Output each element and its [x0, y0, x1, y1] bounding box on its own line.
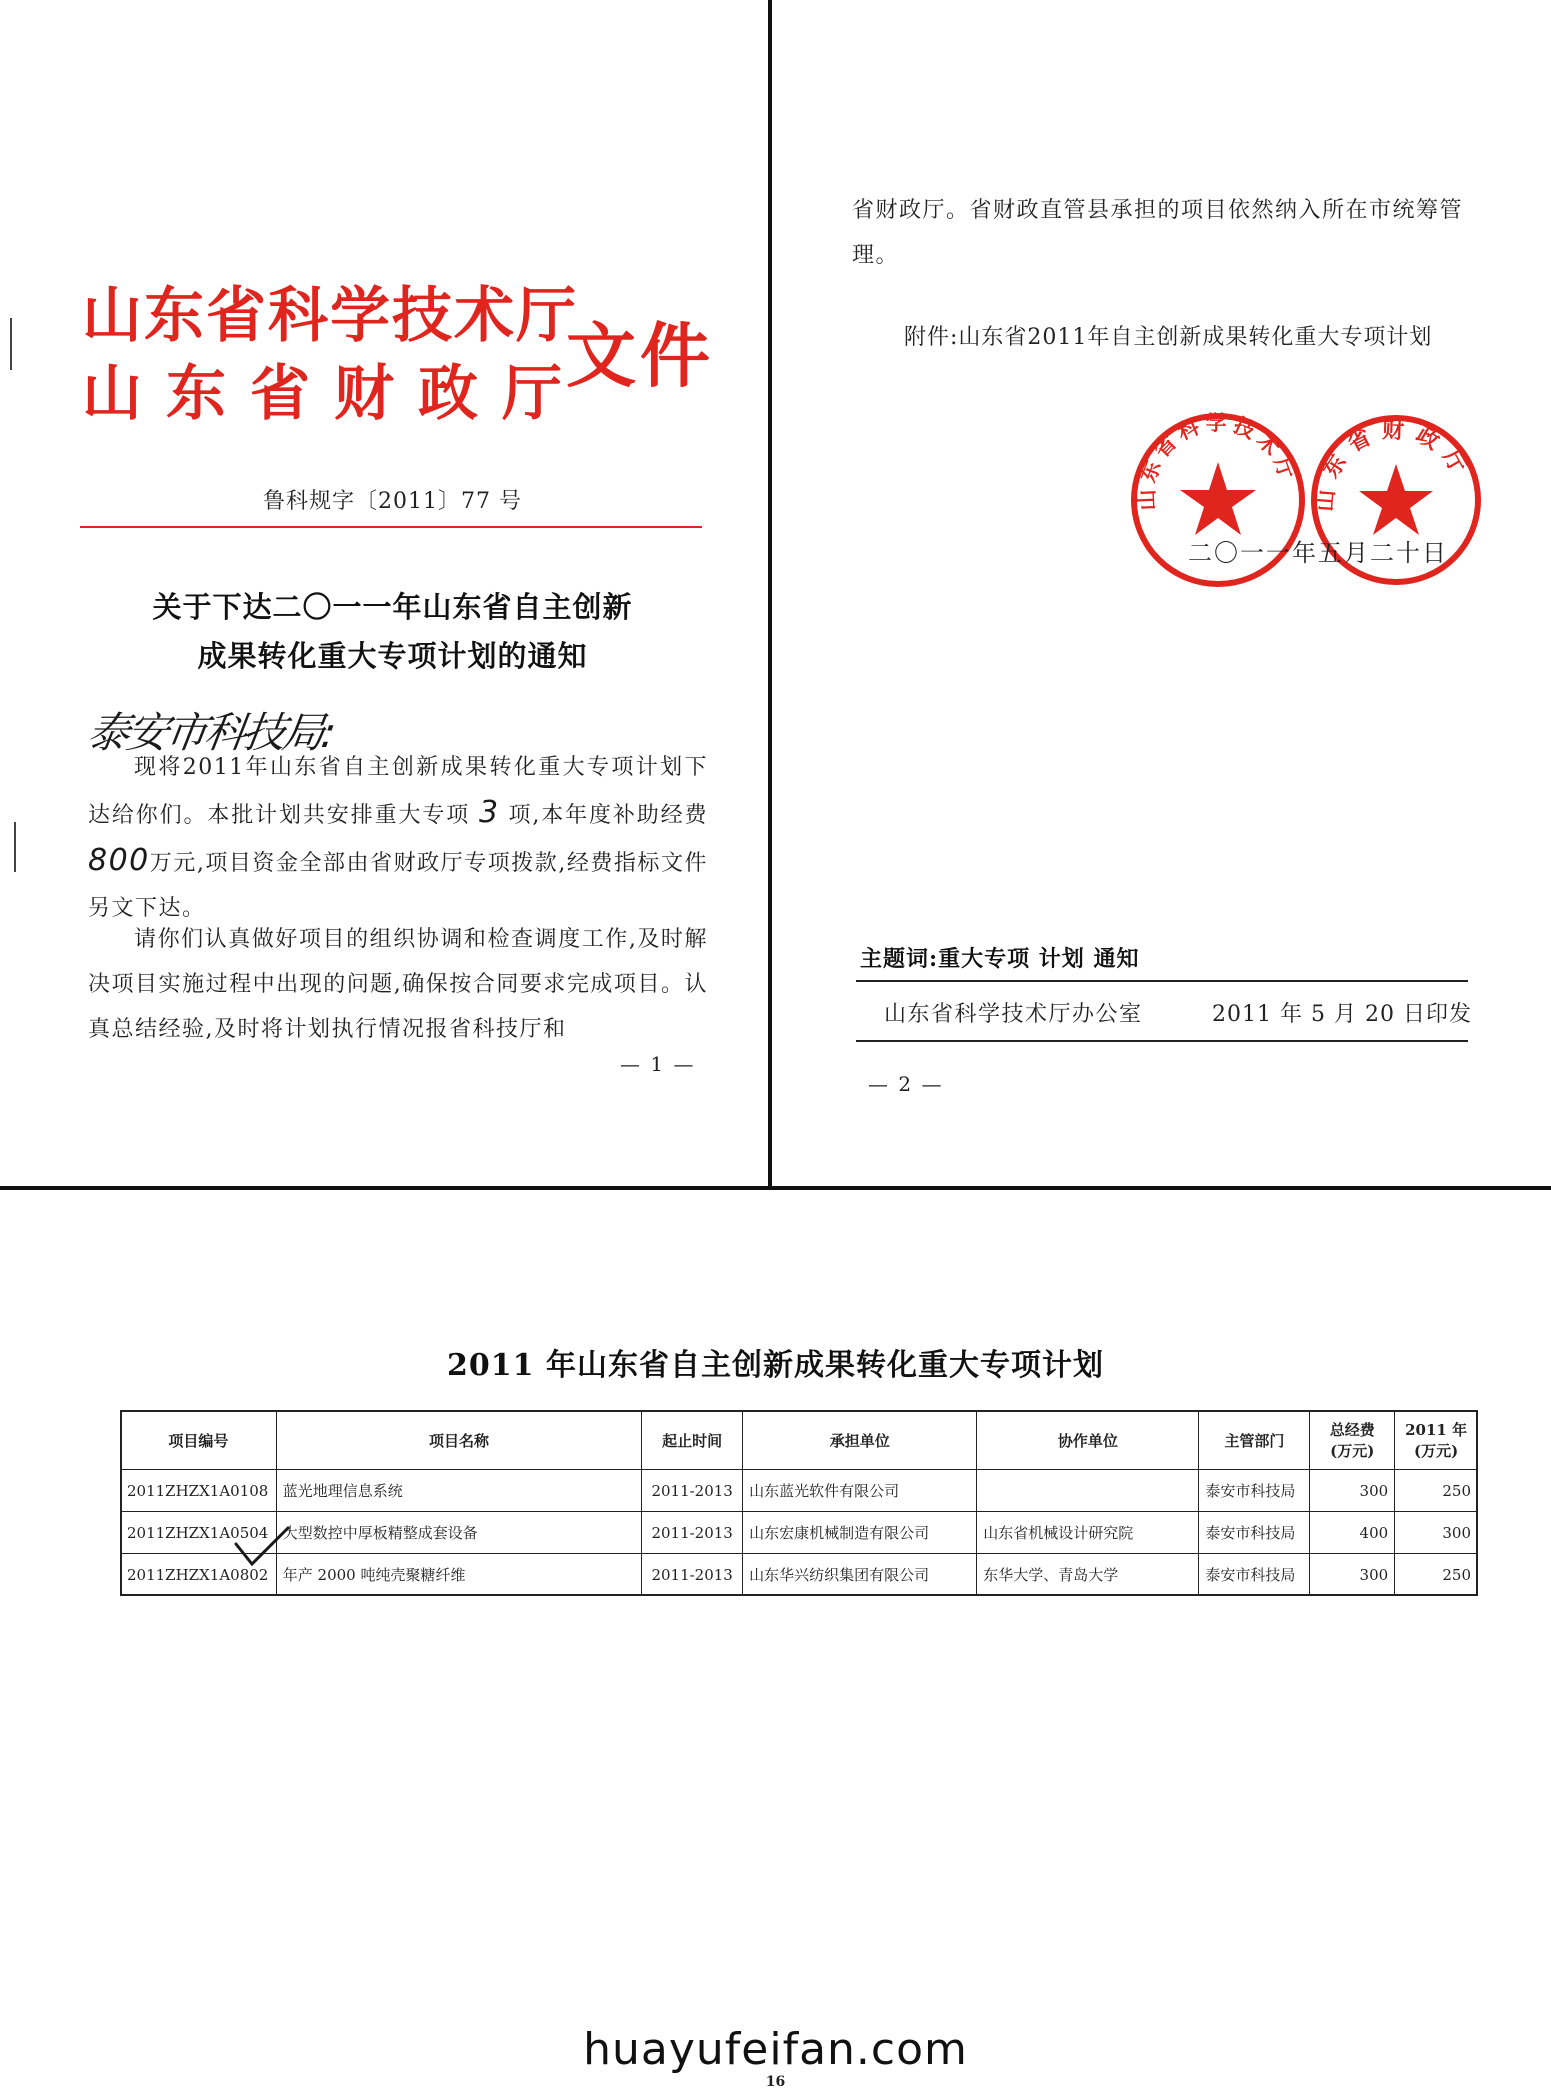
watermark-text: huayufeifan.com — [583, 2024, 968, 2075]
cell-year2011: 250 — [1395, 1554, 1478, 1596]
header-collaborator: 协作单位 — [977, 1411, 1199, 1470]
header-total-line1: 总经费 — [1329, 1421, 1375, 1439]
cell-name: 大型数控中厚板精整成套设备 — [276, 1512, 641, 1554]
continuation-paragraph: 省财政厅。省财政直管县承担的项目依然纳入所在市统筹管理。 — [852, 198, 1464, 268]
plan-table-title: 2011 年山东省自主创新成果转化重大专项计划 — [447, 1348, 1104, 1383]
header-year-line1: 2011 年 — [1405, 1421, 1468, 1439]
paragraph1-text-c: 万元,项目资金全部由省财政厅专项拨款,经费指标文件另文下达。 — [88, 851, 708, 921]
cell-name: 蓝光地理信息系统 — [276, 1470, 641, 1512]
notice-title-line2: 成果转化重大专项计划的通知 — [197, 639, 588, 673]
cell-undertaker: 山东华兴纺织集团有限公司 — [743, 1554, 977, 1596]
cell-total: 400 — [1310, 1512, 1395, 1554]
seal1-text: 山东省科学技术厅 — [1133, 410, 1302, 512]
header-undertaker: 承担单位 — [743, 1411, 977, 1470]
subject-keywords: 主题词:重大专项 计划 通知 — [860, 946, 1140, 972]
notice-paragraph-1 — [88, 745, 708, 931]
cell-year2011: 300 — [1395, 1512, 1478, 1554]
attachment-line: 附件:山东省2011年自主创新成果转化重大专项计划 — [904, 325, 1433, 350]
footer-page-number: 16 — [765, 2074, 786, 2090]
document-number: 鲁科规字〔2011〕77 号 — [263, 489, 522, 514]
issuing-org-line2: 山东省财政厅 — [82, 359, 586, 429]
cell-code: 2011ZHZX1A0504 — [121, 1512, 277, 1554]
header-supervisor: 主管部门 — [1199, 1411, 1310, 1470]
page-number-2: — 2 — — [868, 1072, 944, 1096]
paragraph1-text-a: 现将2011年山东省自主创新成果转化重大专项计划下达给你们。本批计划共安排重大专项 — [88, 755, 708, 828]
cell-code: 2011ZHZX1A0108 — [121, 1470, 277, 1512]
handwritten-check-icon — [232, 1524, 292, 1570]
notice-title-line1: 关于下达二〇一一年山东省自主创新 — [152, 590, 633, 624]
table-row — [121, 1470, 1478, 1512]
cell-undertaker: 山东蓝光软件有限公司 — [743, 1470, 977, 1512]
page-divider-horizontal — [0, 1186, 1551, 1190]
plan-table — [120, 1410, 1478, 1596]
page-number-1: — 1 — — [620, 1052, 696, 1076]
printed-date: 2011 年 5 月 20 日印发 — [1212, 1002, 1472, 1027]
scan-edge-mark — [10, 318, 12, 370]
cell-collaborator: 东华大学、青岛大学 — [977, 1554, 1199, 1596]
header-period: 起止时间 — [642, 1411, 743, 1470]
header-year — [1395, 1411, 1478, 1470]
handwritten-subsidy-amount: 800 — [88, 843, 150, 878]
cell-period: 2011-2013 — [642, 1554, 743, 1596]
issuing-org-line1: 山东省科学技术厅 — [82, 281, 578, 351]
cell-undertaker: 山东宏康机械制造有限公司 — [743, 1512, 977, 1554]
header-year-line2: (万元) — [1413, 1442, 1459, 1460]
handwritten-addressee: 泰安市科技局: — [84, 708, 337, 757]
cell-supervisor: 泰安市科技局 — [1199, 1470, 1310, 1512]
document-type-label: 文件 — [566, 314, 714, 397]
header-name: 项目名称 — [276, 1411, 641, 1470]
paragraph1-text-b: 项,本年度补助经费 — [508, 803, 708, 828]
cell-supervisor: 泰安市科技局 — [1199, 1512, 1310, 1554]
seal2-text: 山东省财政厅 — [1312, 417, 1477, 513]
cell-collaborator: 山东省机械设计研究院 — [977, 1512, 1199, 1554]
cell-total: 300 — [1310, 1470, 1395, 1512]
table-row — [121, 1554, 1478, 1596]
handwritten-project-count: 3 — [478, 795, 500, 830]
issue-date: 二〇一一年五月二十日 — [1188, 539, 1448, 567]
header-total-line2: (万元) — [1330, 1442, 1375, 1460]
table-row — [121, 1512, 1478, 1554]
cell-year2011: 250 — [1395, 1470, 1478, 1512]
notice-paragraph-2: 请你们认真做好项目的组织协调和检查调度工作,及时解决项目实施过程中出现的问题,确保按合同要求完成项目。认真总结经验,及时将计划执行情况报省科技厅和 — [88, 927, 708, 1042]
footer-rule-top — [856, 980, 1468, 982]
issuing-office: 山东省科学技术厅办公室 — [884, 1002, 1143, 1027]
header-code: 项目编号 — [121, 1411, 277, 1470]
cell-collaborator — [977, 1470, 1199, 1512]
cell-name: 年产 2000 吨纯壳聚糖纤维 — [276, 1554, 641, 1596]
red-header-rule — [80, 526, 702, 528]
cell-code: 2011ZHZX1A0802 — [121, 1554, 277, 1596]
table-header-row — [121, 1411, 1478, 1470]
scan-edge-mark — [14, 822, 16, 872]
footer-rule-bottom — [856, 1040, 1468, 1042]
cell-total: 300 — [1310, 1554, 1395, 1596]
cell-period: 2011-2013 — [642, 1470, 743, 1512]
cell-period: 2011-2013 — [642, 1512, 743, 1554]
header-total — [1310, 1411, 1395, 1470]
cell-supervisor: 泰安市科技局 — [1199, 1554, 1310, 1596]
